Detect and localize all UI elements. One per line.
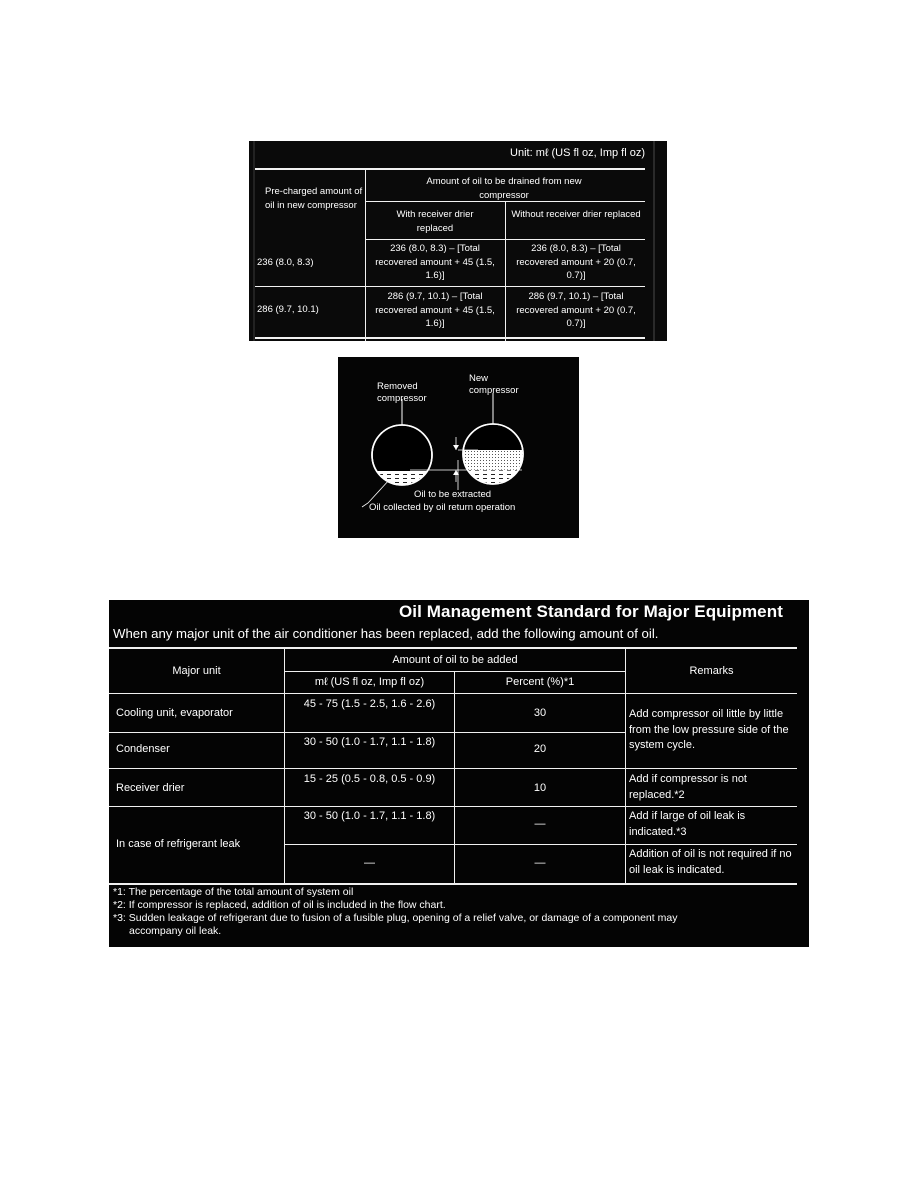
label-removed-compressor: Removed compressor [377,381,427,404]
table-rule [109,883,797,885]
label-oil-extracted: Oil to be extracted [414,489,492,500]
header-without-drier: Without receiver drier replaced [511,209,641,220]
oil-management-standard [109,600,809,947]
row-percent-leak: — [534,818,546,830]
table-rule [365,169,366,341]
table-rule [285,671,625,672]
table-rule [109,806,797,807]
header-remarks: Remarks [689,665,734,677]
remark-low-pressure: Add compressor oil little by little from the low pressure side of the system cycle. [629,708,789,751]
standard-intro: When any major unit of the air conditioner has been replaced, add the following amount of oil. [113,626,659,641]
row-amount-noleak: — [364,857,375,869]
cell-with-1: 236 (8.0, 8.3) – [Total recovered amount + 45 (1.5, 1.6)] [375,243,495,281]
remark-leak-large: Add if large of oil leak is indicated.*3 [629,810,746,838]
header-percent: Percent (%)*1 [505,676,575,688]
panel-edge [653,141,655,341]
row-percent-receiver: 10 [533,782,547,794]
cell-precharged-1: 236 (8.0, 8.3) [257,257,314,268]
header-precharged: Pre-charged amount of oil in new compressor [265,186,363,211]
row-unit-condenser: Condenser [116,743,170,755]
table-rule [454,671,455,885]
label-oil-collected: Oil collected by oil return operation [369,502,516,513]
table-rule [505,201,506,341]
header-major-unit: Major unit [172,665,221,677]
remark-no-leak: Addition of oil is not required if no oil leak is indicated. [629,848,792,876]
unit-label: Unit: mℓ (US fl oz, Imp fl oz) [510,147,645,159]
row-unit-receiver: Receiver drier [116,782,185,794]
header-with-drier: With receiver drier replaced [396,209,474,234]
header-drain-amount: Amount of oil to be drained from new compressor [426,176,582,201]
row-percent-noleak: — [534,857,546,869]
row-amount-leak: 30 - 50 (1.0 - 1.7, 1.1 - 1.8) [303,810,436,822]
footnote-1: *1: The percentage of the total amount of system oil [113,886,354,898]
label-new-compressor: New compressor [469,373,519,396]
table-rule [255,337,645,339]
row-unit-leak: In case of refrigerant leak [116,838,241,850]
row-amount-cooling: 45 - 75 (1.5 - 2.5, 1.6 - 2.6) [303,698,436,710]
cell-precharged-2: 286 (9.7, 10.1) [257,304,319,315]
footnote-2: *2: If compressor is replaced, addition of oil is included in the flow chart. [113,899,446,911]
header-ml: mℓ (US fl oz, Imp fl oz) [314,676,425,688]
table-rule [109,768,797,769]
table-rule [109,732,625,733]
remark-receiver: Add if compressor is not replaced.*2 [629,773,747,801]
oil-drain-table [249,141,667,341]
footnote-3: *3: Sudden leakage of refrigerant due to fusion of a fusible plug, opening of a relief valve, or damage of a component may [113,912,678,924]
row-amount-receiver: 15 - 25 (0.5 - 0.8, 0.5 - 0.9) [303,773,436,785]
new-compressor-icon [458,393,528,490]
compressor-oil-diagram [338,357,579,538]
row-percent-cooling: 30 [533,707,547,719]
header-oil-added: Amount of oil to be added [392,654,518,666]
footnote-3-cont: accompany oil leak. [129,925,222,937]
row-percent-condenser: 20 [533,743,547,755]
row-amount-condenser: 30 - 50 (1.0 - 1.7, 1.1 - 1.8) [303,736,436,748]
removed-compressor-icon [368,399,438,491]
table-rule [255,286,645,287]
table-rule [255,168,645,170]
standard-title: Oil Management Standard for Major Equipment [398,602,783,621]
table-rule [109,693,797,694]
table-rule [366,239,645,240]
cell-without-1: 236 (8.0, 8.3) – [Total recovered amount + 20 (0.7, 0.7)] [516,243,636,281]
table-rule [625,649,626,885]
cell-without-2: 286 (9.7, 10.1) – [Total recovered amount + 20 (0.7, 0.7)] [516,291,636,329]
row-unit-cooling: Cooling unit, evaporator [116,707,233,719]
table-rule [285,844,797,845]
panel-edge [253,141,255,341]
table-rule [109,647,797,649]
cell-with-2: 286 (9.7, 10.1) – [Total recovered amount + 45 (1.5, 1.6)] [375,291,495,329]
